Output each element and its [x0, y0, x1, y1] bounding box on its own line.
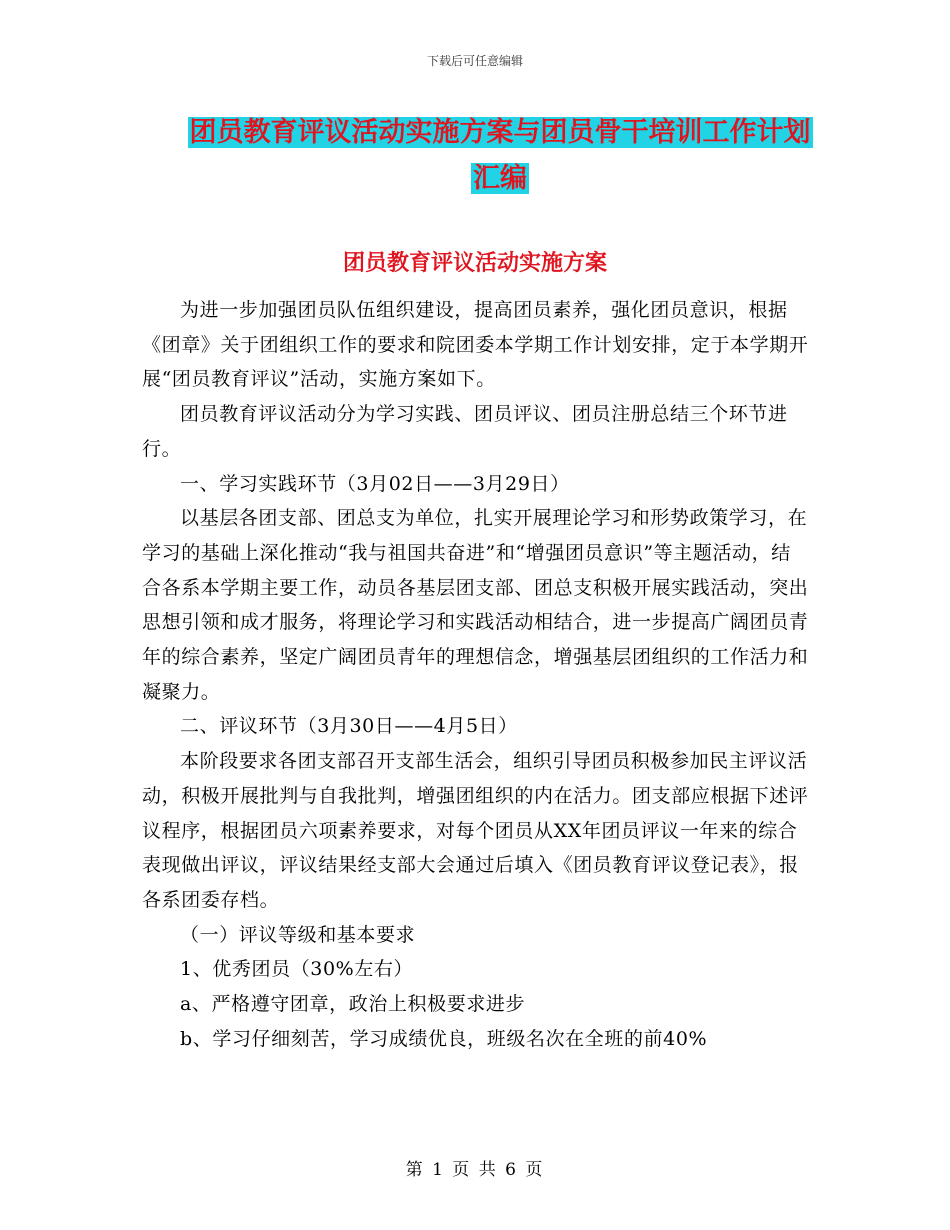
paragraph: 一、学习实践环节（3月02日——3月29日） — [180, 472, 570, 495]
paragraph: a、严格遵守团章，政治上积极要求进步 — [180, 993, 526, 1016]
paragraph: 为进一步加强团员队伍组织建设，提高团员素养，强化团员意识，根据《团章》关于团组织工作的要求和院团委本学期工作计划安排，定于本学期开展“团员教育评议”活动，实施方案如下。 — [142, 299, 809, 391]
paragraph: 1、优秀团员（30%左右） — [180, 958, 414, 981]
paragraph: 团员教育评议活动分为学习实践、团员评议、团员注册总结三个环节进行。 — [142, 403, 788, 460]
document-title-line-1: 团员教育评议活动实施方案与团员骨干培训工作计划 — [189, 117, 811, 148]
paragraph: 以基层各团支部、团总支为单位，扎实开展理论学习和形势政策学习，在学习的基础上深化推动“我与祖国共奋进”和“增强团员意识”等主题活动，结合各系本学期主要工作，动员各基层团支部、团总支积极开展实践活动，突出思想引领和成才服务，将理论学习和实践活动相结合，进一步提高广阔团员青年的综合素养，坚定广阔团员青年的理想信念，增强基层团组织的工作活力和凝聚力。 — [142, 507, 809, 703]
document-title-line-2: 汇编 — [473, 163, 527, 194]
paragraph: b、学习仔细刻苦，学习成绩优良，班级名次在全班的前40% — [180, 1027, 708, 1050]
document-title — [160, 110, 840, 202]
header-note: 下载后可任意编辑 — [426, 54, 523, 68]
paragraph: （一）评议等级和基本要求 — [180, 923, 416, 946]
paragraph: 二、评议环节（3月30日——4月5日） — [180, 715, 518, 738]
document-body — [142, 293, 810, 1056]
section-title: 团员教育评议活动实施方案 — [342, 251, 607, 276]
paragraph: 本阶段要求各团支部召开支部生活会，组织引导团员积极参加民主评议活动，积极开展批判与自我批判，增强团组织的内在活力。团支部应根据下述评议程序，根据团员六项素养要求，对每个团员从XX年团员评议一年来的综合表现做出评议，评议结果经支部大会通过后填入《团员教育评议登记表》，报各系团委存档。 — [142, 750, 809, 911]
page-number-footer: 第 1 页 共 6 页 — [405, 1160, 545, 1180]
